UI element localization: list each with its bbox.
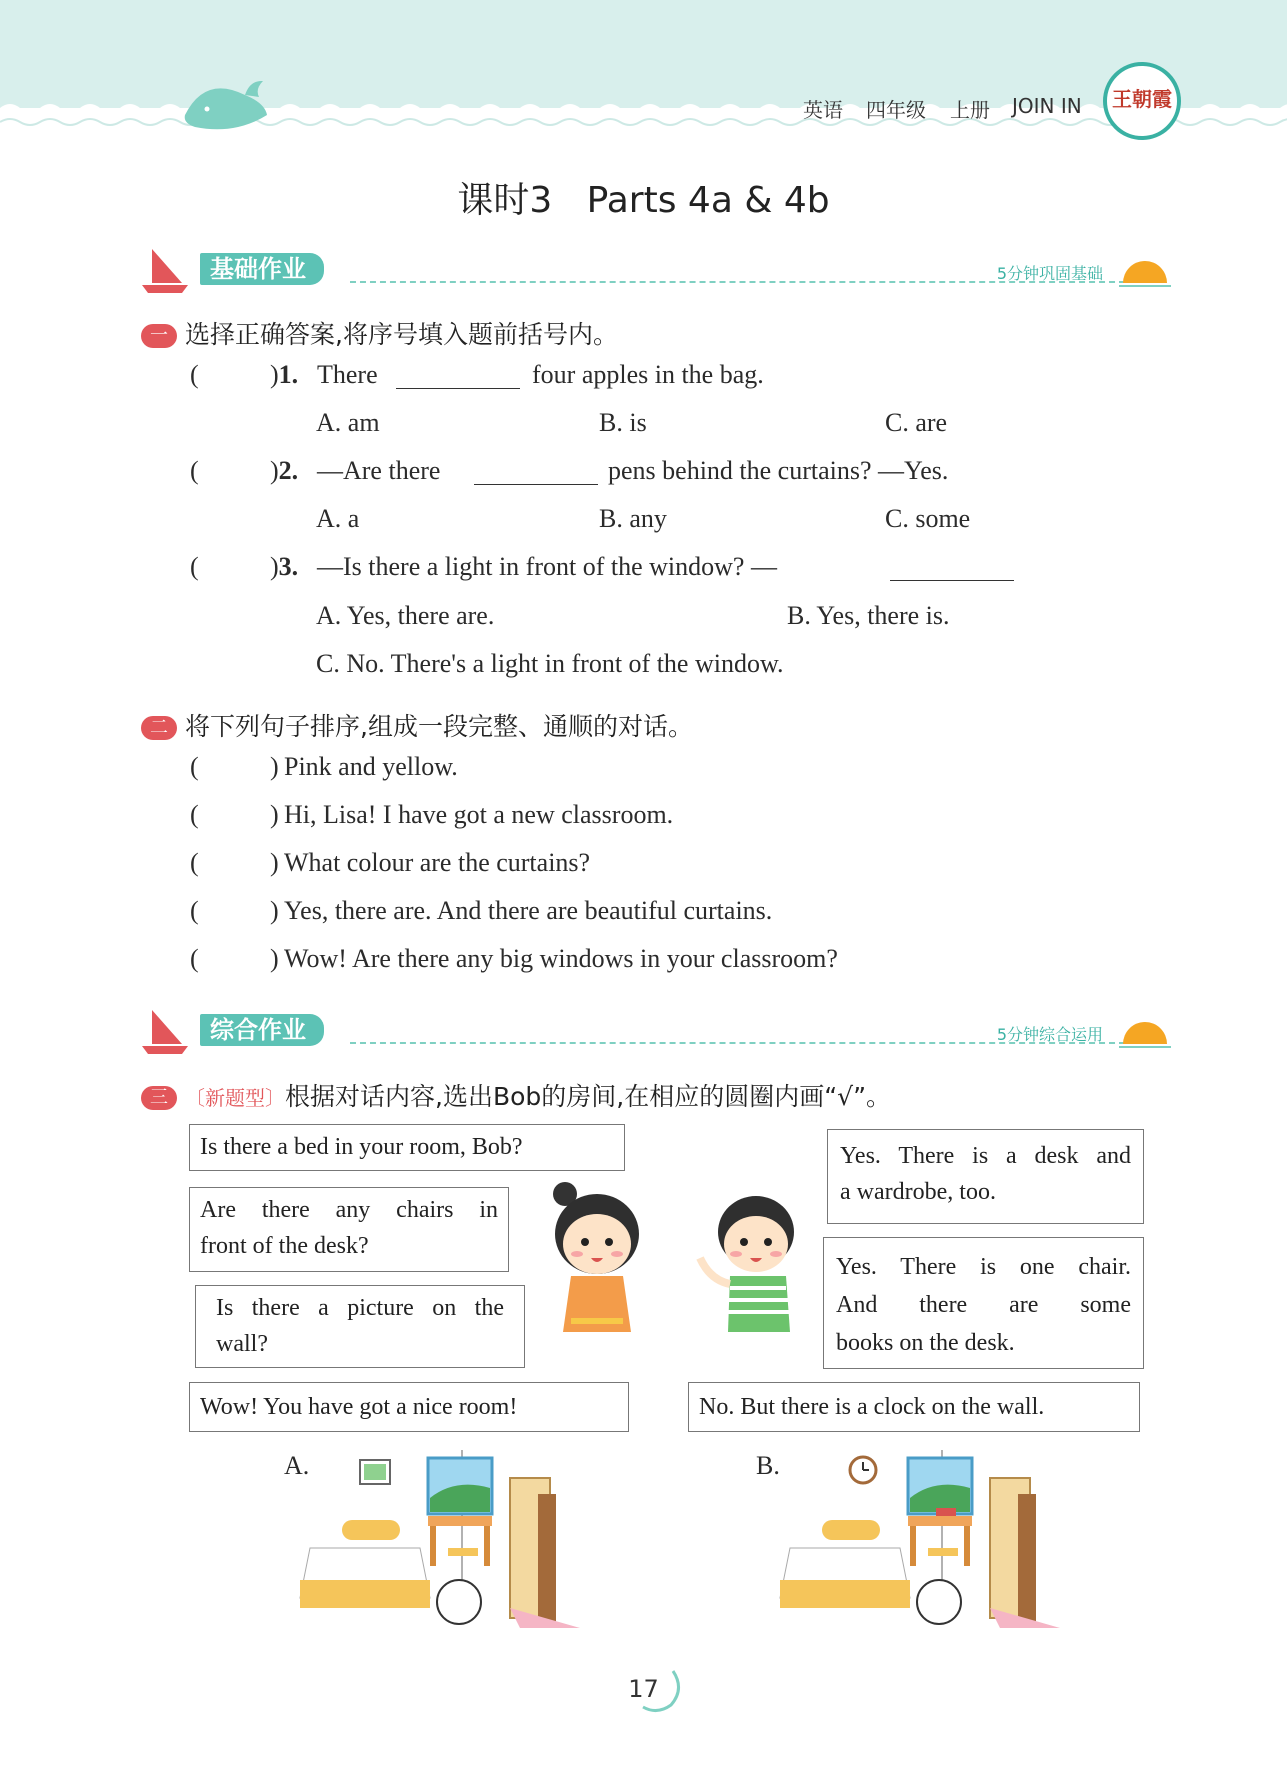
q1-item-num: 3.	[278, 552, 299, 581]
q1-item-1-option-a: A. am	[316, 408, 380, 437]
bubble-text: a wardrobe, too.	[840, 1179, 996, 1205]
q3-tag: 〔新题型〕	[185, 1086, 285, 1110]
bubble-text: No. But there is a clock on the wall.	[699, 1394, 1045, 1420]
speech-bubble-girl-2	[189, 1187, 509, 1272]
answer-bracket[interactable]: (	[190, 752, 199, 781]
speech-bubble-girl-3	[195, 1285, 525, 1368]
page-number-swirl	[633, 1665, 685, 1713]
speech-bubble-boy-3	[688, 1382, 1140, 1432]
brand-logo	[1103, 62, 1181, 140]
answer-bracket[interactable]: (	[190, 848, 199, 877]
q1-badge: 一	[141, 324, 177, 348]
q3-instruction-row	[141, 1077, 891, 1113]
q2-item-text: Hi, Lisa! I have got a new classroom.	[284, 800, 674, 829]
bubble-text: Is there a picture on the	[216, 1295, 504, 1321]
section-subtitle: 5分钟巩固基础	[996, 264, 1103, 283]
answer-bracket[interactable]: (	[190, 456, 199, 485]
bubble-text: Yes. There is one chair.	[836, 1254, 1131, 1280]
bubble-text: books on the desk.	[836, 1330, 1015, 1356]
page-title: 课时3 Parts 4a & 4b	[457, 180, 830, 221]
answer-bracket[interactable]: (	[190, 896, 199, 925]
section-label: 基础作业	[200, 253, 324, 285]
q1-item-2-option-c: C. some	[885, 504, 971, 533]
answer-bracket[interactable]: (	[190, 944, 199, 973]
section-label: 综合作业	[200, 1014, 324, 1046]
q1-item-1-option-c: C. are	[885, 408, 948, 437]
q1-item-3-option-b: B. Yes, there is.	[787, 601, 950, 630]
q2-item-text: What colour are the curtains?	[284, 848, 591, 877]
answer-blank[interactable]	[890, 580, 1014, 581]
q1-item-1-option-b: B. is	[599, 408, 647, 437]
q2-badge: 二	[141, 716, 177, 740]
q1-item-post: pens behind the curtains? —Yes.	[608, 456, 949, 485]
answer-blank[interactable]	[474, 484, 598, 485]
q1-item-2-option-a: A. a	[316, 504, 360, 533]
q1-item-pre: —Is there a light in front of the window? —	[317, 552, 777, 581]
header-volume: 上册	[950, 98, 990, 122]
section-subtitle: 5分钟综合运用	[996, 1025, 1103, 1044]
q1-item-pre: —Are there	[317, 456, 441, 485]
section-banner-basic	[140, 243, 1175, 295]
q1-item-3-option-a: A. Yes, there are.	[316, 601, 495, 630]
bubble-text: And there are some	[836, 1292, 1131, 1318]
sun-icon	[1115, 253, 1175, 289]
speech-bubble-boy-2	[823, 1237, 1144, 1369]
header-series: JOIN IN	[1012, 94, 1082, 118]
q1-instruction: 选择正确答案,将序号填入题前括号内。	[185, 320, 618, 349]
whale-icon	[175, 75, 275, 135]
q1-item-3-option-c: C. No. There's a light in front of the window.	[316, 649, 784, 678]
boy-character-illustration	[690, 1188, 810, 1338]
bubble-text: Wow! You have got a nice room!	[200, 1394, 518, 1420]
q3-instruction: 根据对话内容,选出Bob的房间,在相应的圆圈内画“√”。	[285, 1082, 892, 1111]
bubble-text: Is there a bed in your room, Bob?	[200, 1134, 523, 1160]
speech-bubble-boy-1	[827, 1129, 1144, 1224]
header-subject: 英语	[803, 98, 843, 122]
bubble-text: Yes. There is a desk and	[840, 1143, 1131, 1169]
answer-bracket[interactable]: (	[190, 800, 199, 829]
q2-item-text: Pink and yellow.	[284, 752, 458, 781]
answer-blank[interactable]	[396, 388, 520, 389]
q1-item-num: 2.	[278, 456, 299, 485]
q1-instruction-row	[141, 315, 618, 351]
section-banner-comprehensive	[140, 1004, 1175, 1056]
sailboat-icon	[140, 1004, 190, 1056]
q1-item-2-option-b: B. any	[599, 504, 667, 533]
q2-instruction-row	[141, 707, 693, 743]
q2-item-text: Wow! Are there any big windows in your classroom?	[284, 944, 838, 973]
room-option-b-label: B.	[756, 1451, 780, 1480]
speech-bubble-girl-1	[189, 1124, 625, 1171]
q1-item-post: four apples in the bag.	[532, 360, 764, 389]
answer-bracket[interactable]: (	[190, 360, 199, 389]
bubble-text: Are there any chairs in	[200, 1197, 498, 1223]
bubble-text: front of the desk?	[200, 1233, 369, 1259]
room-a-illustration	[280, 1448, 598, 1628]
q1-item-pre: There	[317, 360, 378, 389]
q2-item-text: Yes, there are. And there are beautiful curtains.	[284, 896, 773, 925]
speech-bubble-girl-4	[189, 1382, 629, 1432]
page-number: 17	[628, 1675, 659, 1703]
bubble-text: wall?	[216, 1331, 268, 1357]
answer-bracket[interactable]: (	[190, 552, 199, 581]
room-option-a-label: A.	[284, 1451, 310, 1480]
header-grade: 四年级	[866, 98, 926, 122]
room-b-illustration	[760, 1448, 1078, 1628]
sailboat-icon	[140, 243, 190, 295]
sun-icon	[1115, 1014, 1175, 1050]
girl-character-illustration	[545, 1172, 645, 1342]
q3-badge: 三	[141, 1086, 177, 1110]
answer-circle[interactable]	[917, 1580, 961, 1624]
answer-circle[interactable]	[437, 1580, 481, 1624]
q1-item-num: 1.	[278, 360, 299, 389]
q2-instruction: 将下列句子排序,组成一段完整、通顺的对话。	[185, 712, 693, 741]
brand-logo-text: 王朝霞	[1112, 87, 1172, 111]
